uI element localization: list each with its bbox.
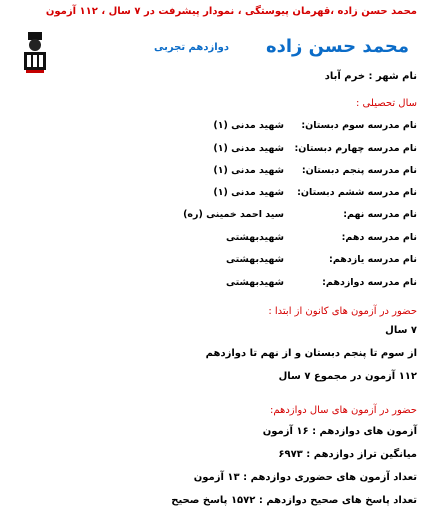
school-row-label: نام مدرسه ششم دبستان:	[297, 187, 417, 198]
school-row	[10, 143, 417, 157]
grade12-line: تعداد پاسخ های صحیح دوازدهم : ۱۵۷۲ پاسخ صحیح	[171, 495, 417, 506]
kanoon-section-title: حضور در آزمون های کانون از ابتدا :	[268, 306, 417, 317]
city-line: نام شهر : خرم آباد	[324, 71, 417, 82]
school-row-value: شهید مدنی (۱)	[213, 187, 284, 198]
education-section-title: سال تحصیلی :	[356, 98, 417, 109]
school-row-value: شهید مدنی (۱)	[213, 120, 284, 131]
school-row-value: شهیدبهشتی	[226, 232, 284, 243]
school-row-value: شهیدبهشتی	[226, 254, 284, 265]
grade12-line: میانگین تراز دوازدهم : ۶۹۷۳	[278, 449, 417, 460]
school-row	[10, 277, 417, 291]
school-row-value: سید احمد خمینی (ره)	[183, 209, 284, 220]
grade12-section-title: حضور در آزمون های سال دوازدهم:	[270, 405, 417, 416]
school-row-value: شهیدبهشتی	[226, 277, 284, 288]
kanoon-line: از سوم تا پنجم دبستان و از نهم تا دوازدهم	[205, 348, 417, 359]
school-row	[10, 187, 417, 201]
school-row	[10, 254, 417, 268]
grade12-line: تعداد آزمون های حضوری دوازدهم : ۱۳ آزمون	[193, 472, 417, 483]
school-row	[10, 165, 417, 179]
kanoon-line: ۷ سال	[385, 325, 417, 336]
school-row-label: نام مدرسه دهم:	[341, 232, 417, 243]
school-row-label: نام مدرسه نهم:	[343, 209, 417, 220]
student-name: محمد حسن زاده	[266, 36, 409, 57]
school-row-value: شهید مدنی (۱)	[213, 165, 284, 176]
kanoon-line: ۱۱۲ آزمون در مجموع ۷ سال	[278, 371, 417, 382]
student-header	[10, 36, 417, 72]
kanoon-logo-icon	[22, 32, 48, 74]
grade12-line: آزمون های دوازدهم : ۱۶ آزمون	[262, 426, 417, 437]
school-row-label: نام مدرسه دوازدهم:	[322, 277, 417, 288]
school-row-label: نام مدرسه پنجم دبستان:	[301, 165, 417, 176]
student-grade: دوازدهم تجربی	[154, 42, 229, 53]
page-title: محمد حسن زاده ،قهرمان پیوستگی ، نمودار پیشرفت در ۷ سال ، ۱۱۲ آزمون	[45, 6, 417, 17]
school-row	[10, 232, 417, 246]
school-row-label: نام مدرسه سوم دبستان:	[301, 120, 417, 131]
school-row-value: شهید مدنی (۱)	[213, 143, 284, 154]
school-row	[10, 120, 417, 134]
school-row-label: نام مدرسه یازدهم:	[329, 254, 417, 265]
school-row-label: نام مدرسه چهارم دبستان:	[294, 143, 417, 154]
school-row	[10, 209, 417, 223]
